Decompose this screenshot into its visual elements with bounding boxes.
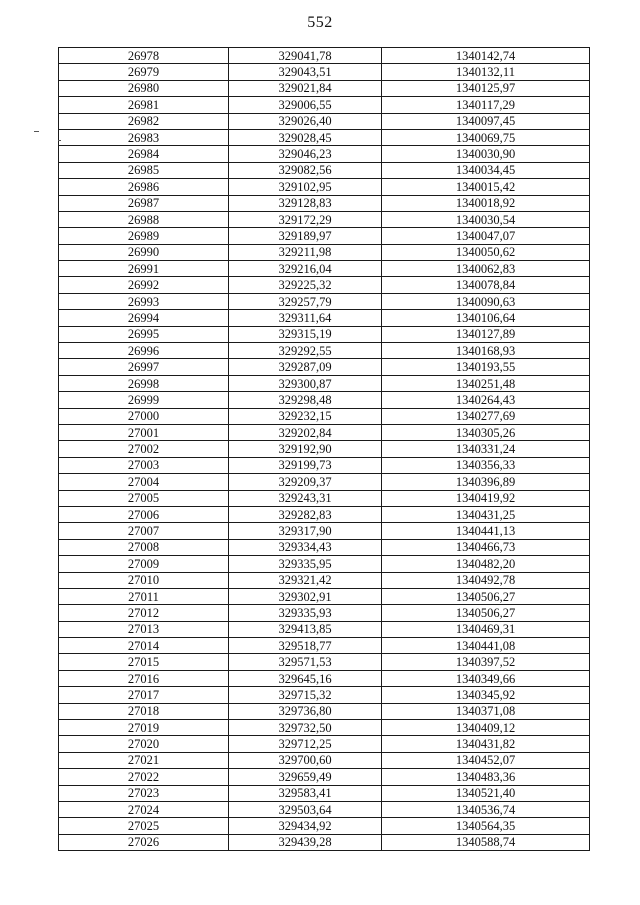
table-row bbox=[59, 228, 590, 244]
y-coordinate-cell: 1340482,20 bbox=[382, 556, 590, 572]
table-row bbox=[59, 113, 590, 129]
point-number-cell: 27023 bbox=[59, 785, 229, 801]
y-coordinate-cell: 1340492,78 bbox=[382, 572, 590, 588]
point-number-cell: 27009 bbox=[59, 556, 229, 572]
x-coordinate-cell: 329334,43 bbox=[229, 539, 382, 555]
point-number-cell: 26992 bbox=[59, 277, 229, 293]
y-coordinate-cell: 1340142,74 bbox=[382, 48, 590, 64]
y-coordinate-cell: 1340349,66 bbox=[382, 670, 590, 686]
x-coordinate-cell: 329700,60 bbox=[229, 752, 382, 768]
point-number-cell: 26978 bbox=[59, 48, 229, 64]
table-row bbox=[59, 80, 590, 96]
point-number-cell: 26983 bbox=[59, 129, 229, 145]
point-number-cell: 27025 bbox=[59, 818, 229, 834]
table-row bbox=[59, 834, 590, 850]
x-coordinate-cell: 329225,32 bbox=[229, 277, 382, 293]
x-coordinate-cell: 329736,80 bbox=[229, 703, 382, 719]
point-number-cell: 27017 bbox=[59, 687, 229, 703]
table-row bbox=[59, 408, 590, 424]
point-number-cell: 27011 bbox=[59, 588, 229, 604]
x-coordinate-cell: 329583,41 bbox=[229, 785, 382, 801]
y-coordinate-cell: 1340264,43 bbox=[382, 392, 590, 408]
table-row bbox=[59, 506, 590, 522]
y-coordinate-cell: 1340018,92 bbox=[382, 195, 590, 211]
x-coordinate-cell: 329082,56 bbox=[229, 162, 382, 178]
y-coordinate-cell: 1340564,35 bbox=[382, 818, 590, 834]
x-coordinate-cell: 329300,87 bbox=[229, 375, 382, 391]
y-coordinate-cell: 1340409,12 bbox=[382, 720, 590, 736]
point-number-cell: 26980 bbox=[59, 80, 229, 96]
table-row bbox=[59, 556, 590, 572]
table-row bbox=[59, 441, 590, 457]
table-row bbox=[59, 490, 590, 506]
point-number-cell: 27001 bbox=[59, 424, 229, 440]
y-coordinate-cell: 1340251,48 bbox=[382, 375, 590, 391]
y-coordinate-cell: 1340431,82 bbox=[382, 736, 590, 752]
y-coordinate-cell: 1340419,92 bbox=[382, 490, 590, 506]
point-number-cell: 27021 bbox=[59, 752, 229, 768]
point-number-cell: 26989 bbox=[59, 228, 229, 244]
y-coordinate-cell: 1340050,62 bbox=[382, 244, 590, 260]
table-row bbox=[59, 818, 590, 834]
point-number-cell: 27022 bbox=[59, 769, 229, 785]
point-number-cell: 27018 bbox=[59, 703, 229, 719]
x-coordinate-cell: 329321,42 bbox=[229, 572, 382, 588]
y-coordinate-cell: 1340483,36 bbox=[382, 769, 590, 785]
x-coordinate-cell: 329202,84 bbox=[229, 424, 382, 440]
y-coordinate-cell: 1340277,69 bbox=[382, 408, 590, 424]
table-row bbox=[59, 146, 590, 162]
table-row bbox=[59, 64, 590, 80]
point-number-cell: 27006 bbox=[59, 506, 229, 522]
y-coordinate-cell: 1340030,90 bbox=[382, 146, 590, 162]
point-number-cell: 27016 bbox=[59, 670, 229, 686]
x-coordinate-cell: 329102,95 bbox=[229, 179, 382, 195]
x-coordinate-cell: 329006,55 bbox=[229, 97, 382, 113]
y-coordinate-cell: 1340132,11 bbox=[382, 64, 590, 80]
x-coordinate-cell: 329216,04 bbox=[229, 261, 382, 277]
x-coordinate-cell: 329645,16 bbox=[229, 670, 382, 686]
y-coordinate-cell: 1340356,33 bbox=[382, 457, 590, 473]
y-coordinate-cell: 1340588,74 bbox=[382, 834, 590, 850]
table-row bbox=[59, 638, 590, 654]
table-row bbox=[59, 539, 590, 555]
x-coordinate-cell: 329518,77 bbox=[229, 638, 382, 654]
table-row bbox=[59, 310, 590, 326]
point-number-cell: 27020 bbox=[59, 736, 229, 752]
point-number-cell: 26987 bbox=[59, 195, 229, 211]
x-coordinate-cell: 329046,23 bbox=[229, 146, 382, 162]
y-coordinate-cell: 1340345,92 bbox=[382, 687, 590, 703]
coordinates-table-body bbox=[59, 48, 590, 851]
point-number-cell: 26994 bbox=[59, 310, 229, 326]
x-coordinate-cell: 329282,83 bbox=[229, 506, 382, 522]
table-row bbox=[59, 687, 590, 703]
table-row bbox=[59, 588, 590, 604]
x-coordinate-cell: 329715,32 bbox=[229, 687, 382, 703]
table-row bbox=[59, 769, 590, 785]
x-coordinate-cell: 329243,31 bbox=[229, 490, 382, 506]
table-row bbox=[59, 424, 590, 440]
point-number-cell: 26998 bbox=[59, 375, 229, 391]
point-number-cell: 27014 bbox=[59, 638, 229, 654]
table-row bbox=[59, 293, 590, 309]
table-row bbox=[59, 277, 590, 293]
x-coordinate-cell: 329315,19 bbox=[229, 326, 382, 342]
table-row bbox=[59, 261, 590, 277]
y-coordinate-cell: 1340097,45 bbox=[382, 113, 590, 129]
x-coordinate-cell: 329434,92 bbox=[229, 818, 382, 834]
point-number-cell: 26991 bbox=[59, 261, 229, 277]
table-row bbox=[59, 343, 590, 359]
x-coordinate-cell: 329021,84 bbox=[229, 80, 382, 96]
x-coordinate-cell: 329287,09 bbox=[229, 359, 382, 375]
table-row bbox=[59, 801, 590, 817]
y-coordinate-cell: 1340371,08 bbox=[382, 703, 590, 719]
y-coordinate-cell: 1340168,93 bbox=[382, 343, 590, 359]
table-row bbox=[59, 572, 590, 588]
x-coordinate-cell: 329712,25 bbox=[229, 736, 382, 752]
x-coordinate-cell: 329503,64 bbox=[229, 801, 382, 817]
x-coordinate-cell: 329211,98 bbox=[229, 244, 382, 260]
x-coordinate-cell: 329302,91 bbox=[229, 588, 382, 604]
table-row bbox=[59, 211, 590, 227]
y-coordinate-cell: 1340090,63 bbox=[382, 293, 590, 309]
point-number-cell: 26997 bbox=[59, 359, 229, 375]
x-coordinate-cell: 329028,45 bbox=[229, 129, 382, 145]
y-coordinate-cell: 1340506,27 bbox=[382, 605, 590, 621]
x-coordinate-cell: 329199,73 bbox=[229, 457, 382, 473]
y-coordinate-cell: 1340506,27 bbox=[382, 588, 590, 604]
point-number-cell: 27008 bbox=[59, 539, 229, 555]
x-coordinate-cell: 329257,79 bbox=[229, 293, 382, 309]
y-coordinate-cell: 1340521,40 bbox=[382, 785, 590, 801]
x-coordinate-cell: 329041,78 bbox=[229, 48, 382, 64]
y-coordinate-cell: 1340397,52 bbox=[382, 654, 590, 670]
x-coordinate-cell: 329026,40 bbox=[229, 113, 382, 129]
point-number-cell: 26985 bbox=[59, 162, 229, 178]
x-coordinate-cell: 329292,55 bbox=[229, 343, 382, 359]
y-coordinate-cell: 1340125,97 bbox=[382, 80, 590, 96]
x-coordinate-cell: 329335,93 bbox=[229, 605, 382, 621]
point-number-cell: 27002 bbox=[59, 441, 229, 457]
point-number-cell: 26981 bbox=[59, 97, 229, 113]
table-row bbox=[59, 97, 590, 113]
y-coordinate-cell: 1340469,31 bbox=[382, 621, 590, 637]
y-coordinate-cell: 1340331,24 bbox=[382, 441, 590, 457]
y-coordinate-cell: 1340466,73 bbox=[382, 539, 590, 555]
page-number: 552 bbox=[307, 14, 333, 31]
table-row bbox=[59, 752, 590, 768]
scan-mark bbox=[34, 131, 39, 132]
point-number-cell: 27007 bbox=[59, 523, 229, 539]
table-row bbox=[59, 785, 590, 801]
y-coordinate-cell: 1340015,42 bbox=[382, 179, 590, 195]
point-number-cell: 27005 bbox=[59, 490, 229, 506]
y-coordinate-cell: 1340117,29 bbox=[382, 97, 590, 113]
point-number-cell: 26979 bbox=[59, 64, 229, 80]
point-number-cell: 27026 bbox=[59, 834, 229, 850]
point-number-cell: 27003 bbox=[59, 457, 229, 473]
table-row bbox=[59, 654, 590, 670]
y-coordinate-cell: 1340452,07 bbox=[382, 752, 590, 768]
y-coordinate-cell: 1340441,13 bbox=[382, 523, 590, 539]
x-coordinate-cell: 329172,29 bbox=[229, 211, 382, 227]
table-row bbox=[59, 129, 590, 145]
point-number-cell: 26986 bbox=[59, 179, 229, 195]
y-coordinate-cell: 1340396,89 bbox=[382, 474, 590, 490]
table-row bbox=[59, 621, 590, 637]
table-row bbox=[59, 474, 590, 490]
table-row bbox=[59, 523, 590, 539]
point-number-cell: 27004 bbox=[59, 474, 229, 490]
point-number-cell: 27024 bbox=[59, 801, 229, 817]
x-coordinate-cell: 329571,53 bbox=[229, 654, 382, 670]
y-coordinate-cell: 1340062,83 bbox=[382, 261, 590, 277]
table-row bbox=[59, 162, 590, 178]
x-coordinate-cell: 329659,49 bbox=[229, 769, 382, 785]
y-coordinate-cell: 1340078,84 bbox=[382, 277, 590, 293]
point-number-cell: 26993 bbox=[59, 293, 229, 309]
x-coordinate-cell: 329413,85 bbox=[229, 621, 382, 637]
table-row bbox=[59, 703, 590, 719]
x-coordinate-cell: 329192,90 bbox=[229, 441, 382, 457]
x-coordinate-cell: 329298,48 bbox=[229, 392, 382, 408]
point-number-cell: 27019 bbox=[59, 720, 229, 736]
x-coordinate-cell: 329189,97 bbox=[229, 228, 382, 244]
y-coordinate-cell: 1340536,74 bbox=[382, 801, 590, 817]
x-coordinate-cell: 329209,37 bbox=[229, 474, 382, 490]
point-number-cell: 27010 bbox=[59, 572, 229, 588]
x-coordinate-cell: 329732,50 bbox=[229, 720, 382, 736]
table-row bbox=[59, 244, 590, 260]
x-coordinate-cell: 329335,95 bbox=[229, 556, 382, 572]
point-number-cell: 26995 bbox=[59, 326, 229, 342]
table-row bbox=[59, 720, 590, 736]
table-row bbox=[59, 359, 590, 375]
y-coordinate-cell: 1340030,54 bbox=[382, 211, 590, 227]
point-number-cell: 27012 bbox=[59, 605, 229, 621]
point-number-cell: 27013 bbox=[59, 621, 229, 637]
point-number-cell: 26988 bbox=[59, 211, 229, 227]
point-number-cell: 26999 bbox=[59, 392, 229, 408]
table-row bbox=[59, 392, 590, 408]
point-number-cell: 26996 bbox=[59, 343, 229, 359]
table-row bbox=[59, 670, 590, 686]
scan-mark bbox=[58, 140, 61, 141]
point-number-cell: 27015 bbox=[59, 654, 229, 670]
table-row bbox=[59, 736, 590, 752]
table-row bbox=[59, 326, 590, 342]
y-coordinate-cell: 1340193,55 bbox=[382, 359, 590, 375]
table-row bbox=[59, 195, 590, 211]
x-coordinate-cell: 329311,64 bbox=[229, 310, 382, 326]
table-row bbox=[59, 48, 590, 64]
x-coordinate-cell: 329232,15 bbox=[229, 408, 382, 424]
coordinates-table bbox=[58, 47, 590, 851]
x-coordinate-cell: 329043,51 bbox=[229, 64, 382, 80]
y-coordinate-cell: 1340305,26 bbox=[382, 424, 590, 440]
y-coordinate-cell: 1340034,45 bbox=[382, 162, 590, 178]
point-number-cell: 26990 bbox=[59, 244, 229, 260]
table-row bbox=[59, 375, 590, 391]
y-coordinate-cell: 1340441,08 bbox=[382, 638, 590, 654]
table-row bbox=[59, 457, 590, 473]
table-row bbox=[59, 179, 590, 195]
x-coordinate-cell: 329128,83 bbox=[229, 195, 382, 211]
y-coordinate-cell: 1340047,07 bbox=[382, 228, 590, 244]
x-coordinate-cell: 329317,90 bbox=[229, 523, 382, 539]
y-coordinate-cell: 1340106,64 bbox=[382, 310, 590, 326]
y-coordinate-cell: 1340069,75 bbox=[382, 129, 590, 145]
y-coordinate-cell: 1340431,25 bbox=[382, 506, 590, 522]
point-number-cell: 26984 bbox=[59, 146, 229, 162]
table-row bbox=[59, 605, 590, 621]
y-coordinate-cell: 1340127,89 bbox=[382, 326, 590, 342]
x-coordinate-cell: 329439,28 bbox=[229, 834, 382, 850]
point-number-cell: 27000 bbox=[59, 408, 229, 424]
point-number-cell: 26982 bbox=[59, 113, 229, 129]
